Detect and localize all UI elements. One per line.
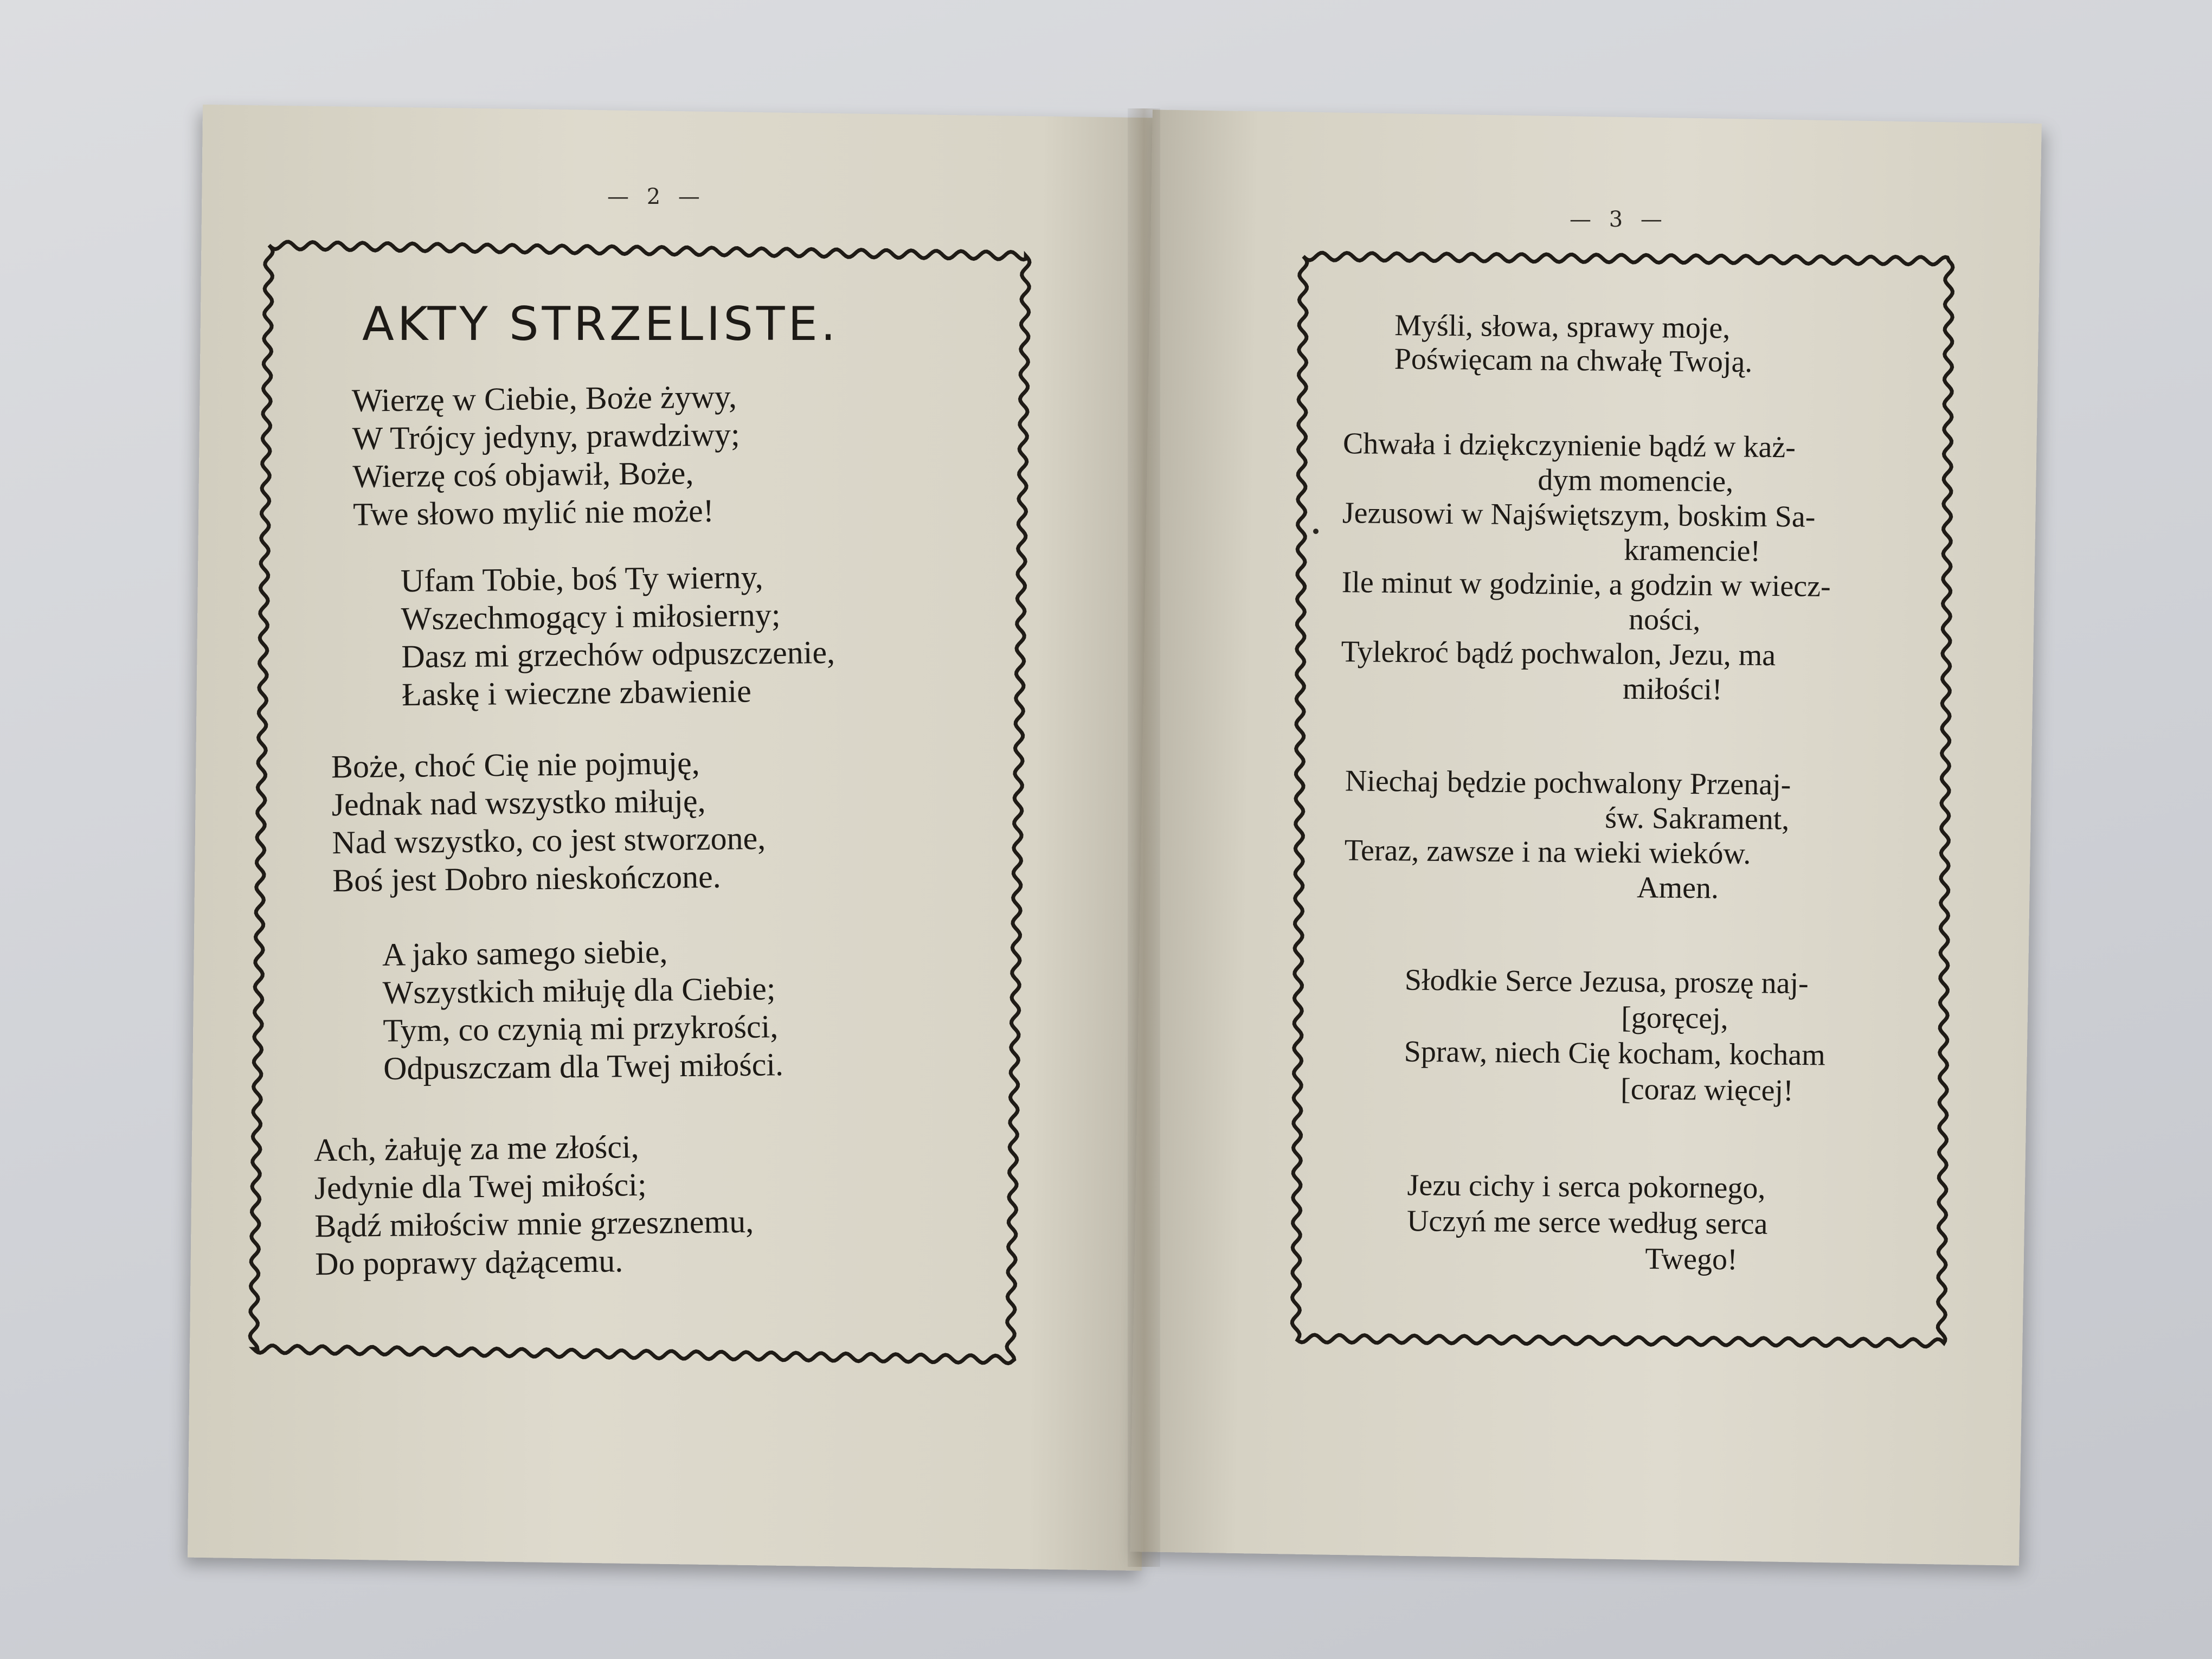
verse-line: Tylekroć bądź pochwalon, Jezu, ma xyxy=(1341,635,1776,673)
verse-line: Ach, żałuję za me złości, xyxy=(313,1128,639,1168)
verse-line: Odpuszczam dla Twej miłości. xyxy=(383,1046,784,1086)
verse-line: Tym, co czynią mi przykrości, xyxy=(383,1008,779,1049)
book-spine xyxy=(1128,108,1160,1567)
verse-line: Nad wszystko, co jest stworzone, xyxy=(332,820,766,861)
verse-line: Bądź miłościw mnie grzesznemu, xyxy=(314,1203,754,1244)
left-stanza-1 xyxy=(352,377,741,533)
verse-line: Boś jest Dobro nieskończone. xyxy=(332,858,721,899)
page-title: AKTY STRZELISTE. xyxy=(362,297,839,351)
right-stanza-4 xyxy=(1404,962,1826,1109)
verse-line: Wszystkich miłuję dla Ciebie; xyxy=(382,970,776,1011)
right-stanza-3 xyxy=(1344,763,1791,906)
left-stanza-4 xyxy=(382,931,784,1088)
verse-line: św. Sakrament, xyxy=(1605,801,1790,837)
verse-line: [coraz więcej! xyxy=(1620,1072,1794,1108)
verse-line: Teraz, zawsze i na wieki wieków. xyxy=(1344,833,1751,871)
verse-line: Jednak nad wszystko miłuję, xyxy=(331,782,706,823)
verse-line: Ile minut w godzinie, a godzin w wiecz- xyxy=(1341,565,1831,603)
verse-line: Do poprawy dążącemu. xyxy=(314,1243,623,1282)
page-number-left: — 2 — xyxy=(607,184,705,209)
verse-line: Twe słowo mylić nie może! xyxy=(352,492,715,532)
verse-line: Jedynie dla Twej miłości; xyxy=(314,1166,647,1206)
verse-line: Dasz mi grzechów odpuszczenie, xyxy=(401,634,835,675)
verse-line: Jezu cichy i serca pokornego, xyxy=(1407,1168,1766,1205)
right-stanza-2 xyxy=(1341,426,1832,708)
verse-line: Słodkie Serce Jezusa, proszę naj- xyxy=(1404,963,1809,1001)
verse-line: Chwała i dziękczynienie bądź w każ- xyxy=(1342,427,1796,465)
verse-line: Myśli, słowa, sprawy moje, xyxy=(1394,308,1731,345)
verse-line: Poświęcam na chwałę Twoją. xyxy=(1394,342,1753,379)
verse-line: Wierzę coś objawił, Boże, xyxy=(352,455,694,494)
verse-line: dym momencie, xyxy=(1538,463,1734,499)
verse-line: Twego! xyxy=(1645,1242,1738,1277)
verse-line: kramencie! xyxy=(1624,533,1761,568)
ink-dot xyxy=(1313,529,1319,534)
verse-line: miłości! xyxy=(1622,672,1722,707)
verse-line: Wierzę w Ciebie, Boże żywy, xyxy=(351,378,737,419)
left-stanza-2 xyxy=(401,557,836,713)
verse-line: ności, xyxy=(1628,602,1701,637)
verse-line: Amen. xyxy=(1636,871,1719,905)
right-stanza-1 xyxy=(1394,308,1753,379)
verse-line: Ufam Tobie, boś Ty wierny, xyxy=(400,559,763,599)
verse-line: Boże, choć Cię nie pojmuję, xyxy=(331,745,700,785)
verse-line: Wszechmogący i miłosierny; xyxy=(401,596,781,637)
left-stanza-3 xyxy=(331,743,767,899)
verse-line: Uczyń me serce według serca xyxy=(1406,1204,1768,1241)
verse-line: Spraw, niech Cię kocham, kocham xyxy=(1404,1034,1825,1072)
verse-line: Jezusowi w Najświętszym, boskim Sa- xyxy=(1342,496,1816,534)
page-number-right: — 3 — xyxy=(1570,207,1668,232)
verse-line: Łaskę i wieczne zbawienie xyxy=(401,673,752,713)
right-stanza-5 xyxy=(1406,1167,1768,1278)
left-stanza-5 xyxy=(314,1127,755,1283)
verse-line: Niechaj będzie pochwalony Przenaj- xyxy=(1345,764,1791,802)
verse-line: W Trójcy jedyny, prawdziwy; xyxy=(352,416,740,456)
verse-line: [goręcej, xyxy=(1621,1001,1728,1036)
verse-line: A jako samego siebie, xyxy=(382,934,668,973)
